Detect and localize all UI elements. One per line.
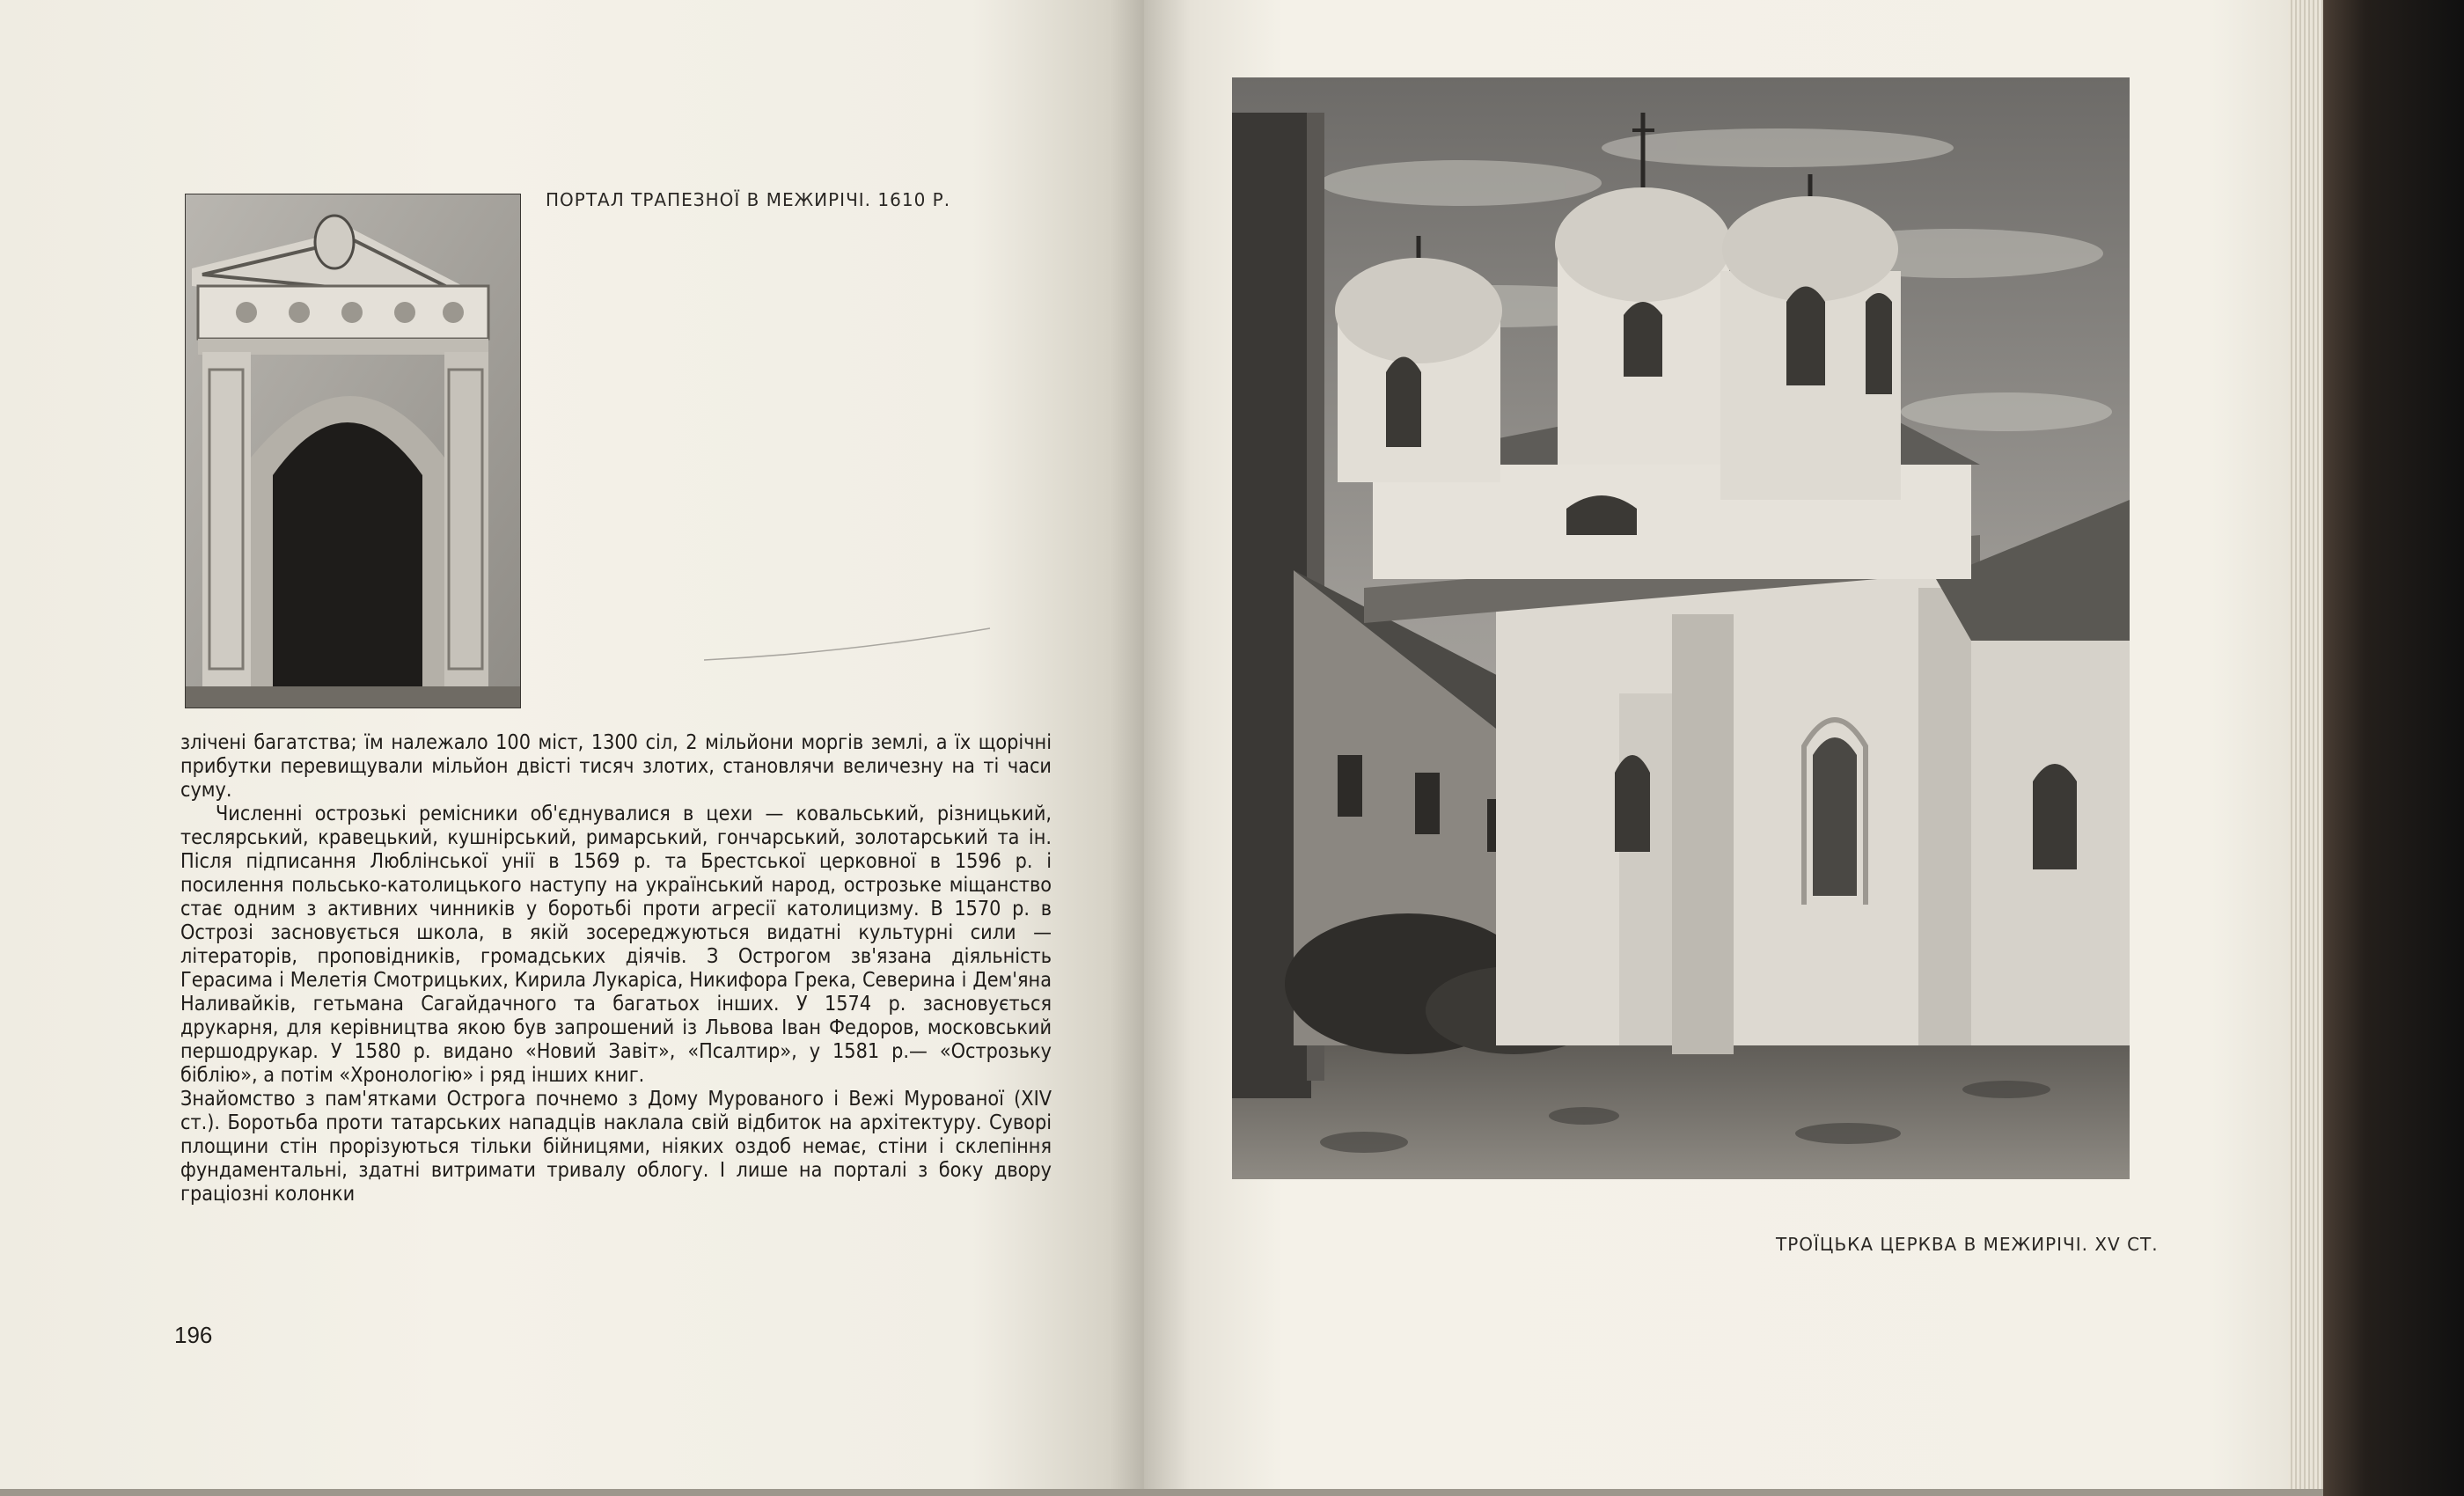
body-text <box>180 730 1052 1206</box>
paragraph: злічені багатства; їм належало 100 міст, 1300 сіл, 2 мільйони моргів землі, а їх щорічні прибутки перевищували мільйон двісті тисяч злотих, становлячи величезну на ті часи суму. <box>180 730 1052 802</box>
pencil-mark <box>704 627 994 662</box>
page-edges <box>2288 0 2323 1496</box>
church-caption: ТРОЇЦЬКА ЦЕРКВА В МЕЖИРІЧІ. XV СТ. <box>1776 1234 2159 1255</box>
church-photo <box>1232 77 2130 1179</box>
paragraph: Численні острозькі ремісники об'єднувалися в цехи — ковальський, різницький, теслярський, кравецький, кушнірський, римарський, гончарський, золотарський та ін. Після підписання Люблінської унії в 1569 р. та Брестської церковної в 1596 р. і посилення польсько-католицького наступу на український народ, острозьке міщанство стає одним з активних чинників у боротьбі проти агресії католицизму. В 1570 р. в Острозі засновується школа, в якій зосереджуються видатні культурні сили — літераторів, проповідників, громадських діячів. З Острогом зв'язана діяльність Герасима і Мелетія Смотрицьких, Кирила Лукаріса, Никифора Грека, Северина і Дем'яна Наливайків, гетьмана Сагайдачного та багатьох інших. У 1574 р. засновується друкарня, для керівництва якою був запрошений із Львова Іван Федоров, московський першодрукар. У 1580 р. видано «Новий Завіт», «Псалтир», у 1581 р.— «Острозьку біблію», а потім «Хронологію» і ряд інших книг. <box>180 802 1052 1087</box>
page-number: 196 <box>174 1322 213 1348</box>
portal-photo <box>185 194 521 708</box>
bottom-page-edge <box>0 1489 2323 1496</box>
paragraph: Знайомство з пам'ятками Острога почнемо з Дому Мурованого і Вежі Мурованої (XIV ст.). Боротьба проти татарських нападців наклала свій відбиток на архітектуру. Суворі площини стін прорізуються тільки бійницями, ніяких оздоб немає, стіни і склепіння фундаментальні, здатні витримати тривалу облогу. І лише на порталі з боку двору граціозні колонки <box>180 1087 1052 1206</box>
book-cover <box>2323 0 2464 1496</box>
portal-caption: ПОРТАЛ ТРАПЕЗНОЇ В МЕЖИРІЧІ. 1610 Р. <box>546 189 951 210</box>
